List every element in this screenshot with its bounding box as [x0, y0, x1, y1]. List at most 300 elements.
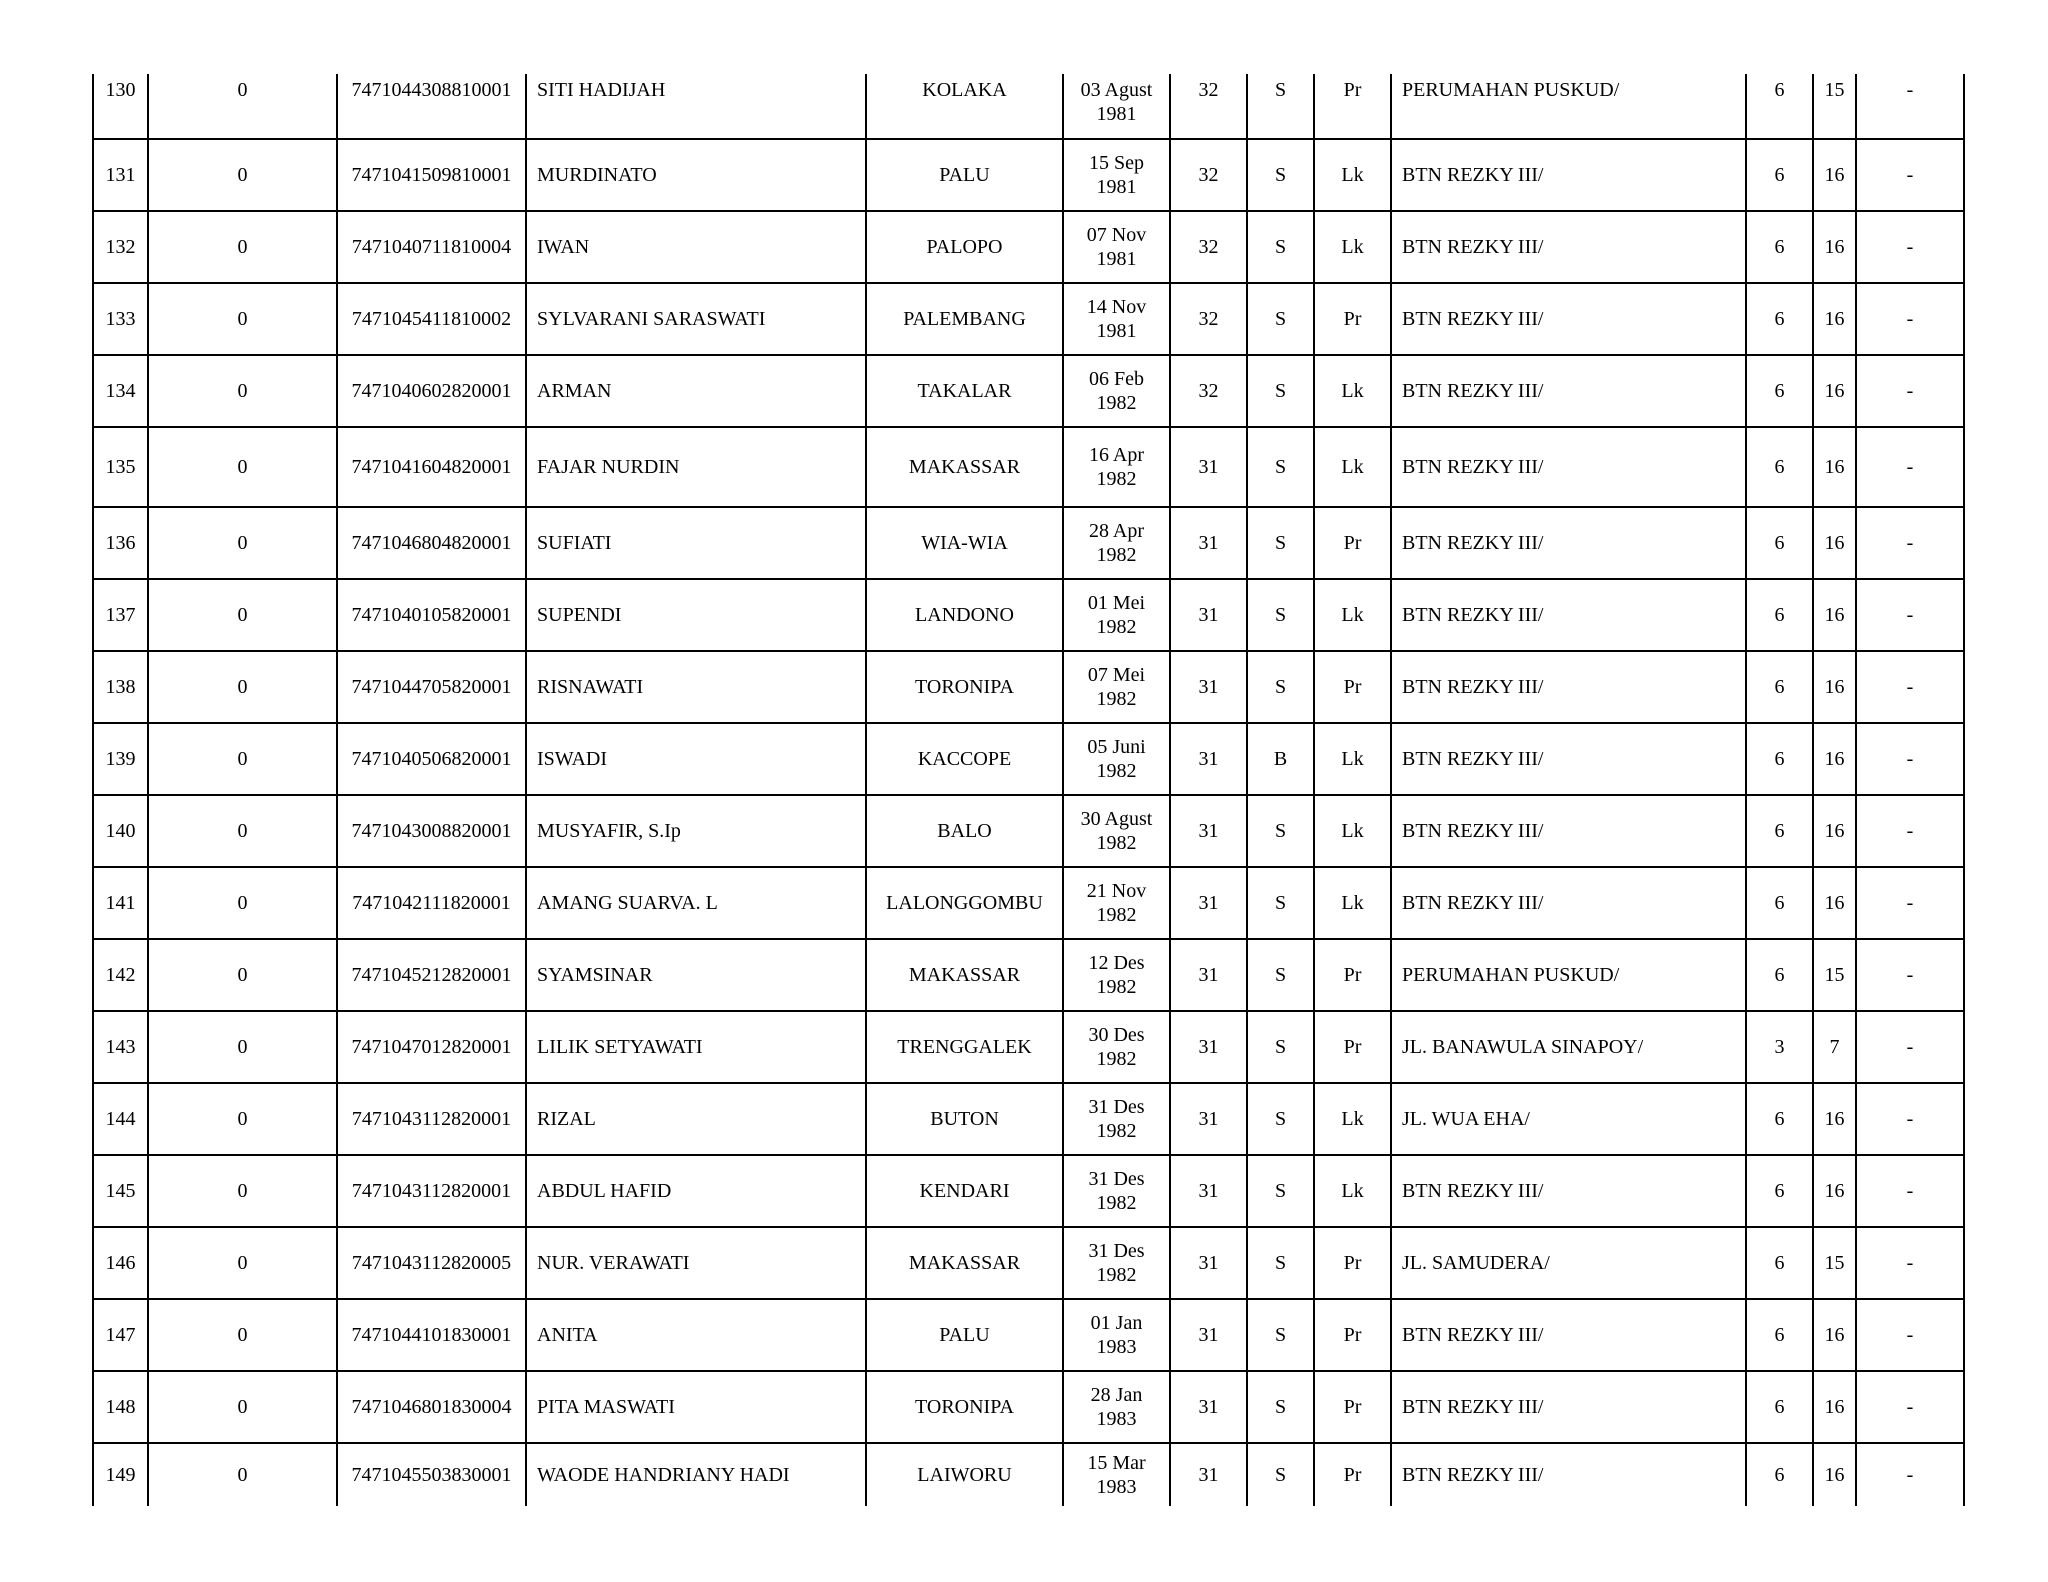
- cell-row-number: 148: [93, 1371, 148, 1443]
- cell-rw: 16: [1813, 723, 1856, 795]
- cell-name: FAJAR NURDIN: [526, 427, 866, 507]
- cell-row-number: 131: [93, 139, 148, 211]
- cell-row-number: 141: [93, 867, 148, 939]
- cell-nik: 7471043112820005: [337, 1227, 526, 1299]
- cell-name: AMANG SUARVA. L: [526, 867, 866, 939]
- cell-age: 31: [1170, 1443, 1247, 1506]
- cell-nik: 7471040105820001: [337, 579, 526, 651]
- cell-rt: 6: [1746, 867, 1813, 939]
- cell-rt: 6: [1746, 74, 1813, 139]
- cell-rt: 6: [1746, 939, 1813, 1011]
- cell-nik: 7471040506820001: [337, 723, 526, 795]
- cell-address: PERUMAHAN PUSKUD/: [1391, 74, 1746, 139]
- cell-age: 31: [1170, 723, 1247, 795]
- cell-code: 0: [148, 427, 337, 507]
- cell-rw: 16: [1813, 427, 1856, 507]
- cell-rw: 16: [1813, 355, 1856, 427]
- cell-nik: 7471044308810001: [337, 74, 526, 139]
- cell-rw: 16: [1813, 1371, 1856, 1443]
- cell-code: 0: [148, 651, 337, 723]
- table-row: [93, 1083, 1964, 1155]
- cell-age: 32: [1170, 211, 1247, 283]
- cell-birth-date: [1063, 427, 1170, 507]
- cell-birthplace: BUTON: [866, 1083, 1063, 1155]
- cell-nik: 7471044101830001: [337, 1299, 526, 1371]
- cell-row-number: 149: [93, 1443, 148, 1506]
- cell-sex: Pr: [1314, 651, 1391, 723]
- cell-rw: 15: [1813, 1227, 1856, 1299]
- cell-rw: 16: [1813, 283, 1856, 355]
- cell-code: 0: [148, 1371, 337, 1443]
- cell-row-number: 146: [93, 1227, 148, 1299]
- birth-day-month: 30 Agust: [1080, 808, 1153, 830]
- cell-note: -: [1856, 1155, 1964, 1227]
- cell-nik: 7471046801830004: [337, 1371, 526, 1443]
- birth-year: 1981: [1096, 176, 1137, 198]
- cell-address: BTN REZKY III/: [1391, 579, 1746, 651]
- birth-year: 1982: [1096, 688, 1137, 710]
- cell-nik: 7471046804820001: [337, 507, 526, 579]
- birth-day-month: 21 Nov: [1086, 880, 1147, 902]
- cell-sex: Lk: [1314, 1083, 1391, 1155]
- cell-marital-status: S: [1247, 1227, 1314, 1299]
- cell-address: JL. WUA EHA/: [1391, 1083, 1746, 1155]
- cell-marital-status: S: [1247, 139, 1314, 211]
- cell-nik: 7471044705820001: [337, 651, 526, 723]
- cell-nik: 7471040711810004: [337, 211, 526, 283]
- cell-address: JL. BANAWULA SINAPOY/: [1391, 1011, 1746, 1083]
- cell-name: SUFIATI: [526, 507, 866, 579]
- birth-year: 1981: [1096, 320, 1137, 342]
- cell-age: 31: [1170, 939, 1247, 1011]
- birth-day-month: 05 Juni: [1087, 736, 1146, 758]
- cell-birthplace: KENDARI: [866, 1155, 1063, 1227]
- cell-birth-date: [1063, 579, 1170, 651]
- cell-address: BTN REZKY III/: [1391, 283, 1746, 355]
- cell-address: BTN REZKY III/: [1391, 211, 1746, 283]
- cell-name: LILIK SETYAWATI: [526, 1011, 866, 1083]
- cell-note: -: [1856, 939, 1964, 1011]
- cell-row-number: 144: [93, 1083, 148, 1155]
- cell-age: 32: [1170, 283, 1247, 355]
- cell-note: -: [1856, 795, 1964, 867]
- cell-code: 0: [148, 579, 337, 651]
- cell-address: BTN REZKY III/: [1391, 1299, 1746, 1371]
- cell-row-number: 140: [93, 795, 148, 867]
- table-row: [93, 723, 1964, 795]
- cell-nik: 7471045411810002: [337, 283, 526, 355]
- cell-rw: 16: [1813, 579, 1856, 651]
- birth-year: 1982: [1096, 392, 1137, 414]
- cell-code: 0: [148, 795, 337, 867]
- cell-marital-status: S: [1247, 867, 1314, 939]
- cell-age: 31: [1170, 1299, 1247, 1371]
- cell-nik: 7471041509810001: [337, 139, 526, 211]
- birth-day-month: 31 Des: [1088, 1168, 1145, 1190]
- cell-code: 0: [148, 1083, 337, 1155]
- cell-birth-date: [1063, 939, 1170, 1011]
- cell-rt: 6: [1746, 579, 1813, 651]
- cell-rt: 6: [1746, 1299, 1813, 1371]
- cell-code: 0: [148, 139, 337, 211]
- cell-marital-status: S: [1247, 795, 1314, 867]
- cell-birth-date: [1063, 1011, 1170, 1083]
- cell-nik: 7471040602820001: [337, 355, 526, 427]
- table-row: [93, 1299, 1964, 1371]
- cell-rw: 16: [1813, 795, 1856, 867]
- birth-day-month: 14 Nov: [1086, 296, 1147, 318]
- cell-note: -: [1856, 579, 1964, 651]
- cell-rw: 15: [1813, 74, 1856, 139]
- cell-code: 0: [148, 1011, 337, 1083]
- cell-sex: Pr: [1314, 1299, 1391, 1371]
- cell-birth-date: [1063, 1227, 1170, 1299]
- cell-birthplace: MAKASSAR: [866, 1227, 1063, 1299]
- cell-rt: 6: [1746, 427, 1813, 507]
- cell-birthplace: MAKASSAR: [866, 939, 1063, 1011]
- birth-year: 1982: [1096, 544, 1137, 566]
- cell-row-number: 137: [93, 579, 148, 651]
- cell-birthplace: LAIWORU: [866, 1443, 1063, 1506]
- cell-sex: Lk: [1314, 723, 1391, 795]
- cell-row-number: 134: [93, 355, 148, 427]
- cell-nik: 7471043112820001: [337, 1155, 526, 1227]
- cell-sex: Pr: [1314, 1011, 1391, 1083]
- cell-sex: Pr: [1314, 507, 1391, 579]
- cell-row-number: 147: [93, 1299, 148, 1371]
- table-row: [93, 939, 1964, 1011]
- cell-sex: Pr: [1314, 74, 1391, 139]
- cell-sex: Pr: [1314, 939, 1391, 1011]
- cell-birth-date: [1063, 74, 1170, 139]
- cell-address: PERUMAHAN PUSKUD/: [1391, 939, 1746, 1011]
- birth-day-month: 16 Apr: [1089, 444, 1144, 466]
- cell-birth-date: [1063, 1083, 1170, 1155]
- cell-birthplace: PALU: [866, 139, 1063, 211]
- cell-name: NUR. VERAWATI: [526, 1227, 866, 1299]
- cell-code: 0: [148, 507, 337, 579]
- cell-address: BTN REZKY III/: [1391, 651, 1746, 723]
- cell-rt: 6: [1746, 651, 1813, 723]
- birth-year: 1982: [1096, 1192, 1137, 1214]
- cell-rt: 3: [1746, 1011, 1813, 1083]
- cell-row-number: 139: [93, 723, 148, 795]
- table-row: [93, 283, 1964, 355]
- birth-year: 1981: [1096, 248, 1137, 270]
- cell-birthplace: LALONGGOMBU: [866, 867, 1063, 939]
- birth-year: 1983: [1096, 1476, 1137, 1498]
- cell-address: BTN REZKY III/: [1391, 1443, 1746, 1506]
- cell-name: SYLVARANI SARASWATI: [526, 283, 866, 355]
- cell-nik: 7471041604820001: [337, 427, 526, 507]
- cell-sex: Lk: [1314, 427, 1391, 507]
- cell-address: BTN REZKY III/: [1391, 139, 1746, 211]
- cell-marital-status: S: [1247, 1083, 1314, 1155]
- cell-rw: 16: [1813, 1155, 1856, 1227]
- cell-marital-status: S: [1247, 1155, 1314, 1227]
- cell-name: MUSYAFIR, S.Ip: [526, 795, 866, 867]
- cell-rt: 6: [1746, 723, 1813, 795]
- cell-rt: 6: [1746, 1155, 1813, 1227]
- cell-birth-date: [1063, 651, 1170, 723]
- cell-note: -: [1856, 507, 1964, 579]
- cell-birthplace: PALEMBANG: [866, 283, 1063, 355]
- cell-rw: 16: [1813, 507, 1856, 579]
- cell-nik: 7471043112820001: [337, 1083, 526, 1155]
- birth-year: 1982: [1096, 616, 1137, 638]
- birth-day-month: 01 Jan: [1090, 1312, 1143, 1334]
- cell-sex: Pr: [1314, 1371, 1391, 1443]
- birth-year: 1983: [1096, 1336, 1137, 1358]
- cell-rt: 6: [1746, 1443, 1813, 1506]
- cell-marital-status: S: [1247, 74, 1314, 139]
- cell-note: -: [1856, 867, 1964, 939]
- cell-rt: 6: [1746, 507, 1813, 579]
- cell-birthplace: TAKALAR: [866, 355, 1063, 427]
- cell-name: IWAN: [526, 211, 866, 283]
- cell-address: BTN REZKY III/: [1391, 867, 1746, 939]
- cell-birth-date: [1063, 867, 1170, 939]
- birth-year: 1982: [1096, 904, 1137, 926]
- cell-address: BTN REZKY III/: [1391, 723, 1746, 795]
- table-row: [93, 795, 1964, 867]
- cell-age: 31: [1170, 651, 1247, 723]
- cell-row-number: 143: [93, 1011, 148, 1083]
- cell-address: BTN REZKY III/: [1391, 507, 1746, 579]
- birth-day-month: 28 Jan: [1090, 1384, 1143, 1406]
- cell-rw: 7: [1813, 1011, 1856, 1083]
- cell-birthplace: PALU: [866, 1299, 1063, 1371]
- cell-birth-date: [1063, 139, 1170, 211]
- birth-day-month: 07 Mei: [1087, 664, 1146, 686]
- cell-address: BTN REZKY III/: [1391, 795, 1746, 867]
- cell-note: -: [1856, 74, 1964, 139]
- cell-code: 0: [148, 1227, 337, 1299]
- birth-day-month: 30 Des: [1088, 1024, 1145, 1046]
- cell-birth-date: [1063, 355, 1170, 427]
- cell-nik: 7471047012820001: [337, 1011, 526, 1083]
- cell-sex: Lk: [1314, 355, 1391, 427]
- cell-sex: Lk: [1314, 867, 1391, 939]
- birth-year: 1982: [1096, 468, 1137, 490]
- table-row: [93, 867, 1964, 939]
- cell-nik: 7471045212820001: [337, 939, 526, 1011]
- cell-age: 31: [1170, 1011, 1247, 1083]
- cell-note: -: [1856, 283, 1964, 355]
- cell-code: 0: [148, 939, 337, 1011]
- cell-birth-date: [1063, 723, 1170, 795]
- cell-note: -: [1856, 427, 1964, 507]
- table-row: [93, 1011, 1964, 1083]
- cell-code: 0: [148, 867, 337, 939]
- cell-rt: 6: [1746, 795, 1813, 867]
- cell-rw: 16: [1813, 1443, 1856, 1506]
- table-row: [93, 427, 1964, 507]
- cell-rt: 6: [1746, 283, 1813, 355]
- cell-birthplace: TORONIPA: [866, 1371, 1063, 1443]
- cell-rt: 6: [1746, 139, 1813, 211]
- birth-year: 1982: [1096, 1264, 1137, 1286]
- cell-marital-status: S: [1247, 211, 1314, 283]
- cell-address: BTN REZKY III/: [1391, 427, 1746, 507]
- cell-row-number: 132: [93, 211, 148, 283]
- table-row: [93, 651, 1964, 723]
- cell-sex: Lk: [1314, 139, 1391, 211]
- cell-note: -: [1856, 139, 1964, 211]
- cell-nik: 7471042111820001: [337, 867, 526, 939]
- cell-birthplace: TORONIPA: [866, 651, 1063, 723]
- cell-marital-status: B: [1247, 723, 1314, 795]
- cell-birth-date: [1063, 1371, 1170, 1443]
- cell-rw: 16: [1813, 1299, 1856, 1371]
- cell-address: BTN REZKY III/: [1391, 1155, 1746, 1227]
- birth-year: 1982: [1096, 976, 1137, 998]
- cell-code: 0: [148, 355, 337, 427]
- cell-birth-date: [1063, 1443, 1170, 1506]
- cell-marital-status: S: [1247, 1299, 1314, 1371]
- cell-age: 31: [1170, 795, 1247, 867]
- cell-note: -: [1856, 1371, 1964, 1443]
- cell-age: 31: [1170, 1371, 1247, 1443]
- cell-note: -: [1856, 211, 1964, 283]
- cell-note: -: [1856, 651, 1964, 723]
- birth-day-month: 07 Nov: [1086, 224, 1147, 246]
- cell-marital-status: S: [1247, 939, 1314, 1011]
- cell-row-number: 135: [93, 427, 148, 507]
- birth-year: 1982: [1096, 832, 1137, 854]
- birth-year: 1982: [1096, 1120, 1137, 1142]
- birth-day-month: 06 Feb: [1089, 368, 1144, 390]
- cell-rt: 6: [1746, 1083, 1813, 1155]
- cell-marital-status: S: [1247, 1011, 1314, 1083]
- cell-rw: 15: [1813, 939, 1856, 1011]
- table-row: [93, 507, 1964, 579]
- cell-name: PITA MASWATI: [526, 1371, 866, 1443]
- cell-age: 32: [1170, 74, 1247, 139]
- cell-note: -: [1856, 723, 1964, 795]
- cell-name: SITI HADIJAH: [526, 74, 866, 139]
- cell-rw: 16: [1813, 651, 1856, 723]
- cell-name: ARMAN: [526, 355, 866, 427]
- cell-marital-status: S: [1247, 1371, 1314, 1443]
- table-row: [93, 1155, 1964, 1227]
- cell-sex: Lk: [1314, 1155, 1391, 1227]
- cell-age: 31: [1170, 867, 1247, 939]
- cell-birthplace: MAKASSAR: [866, 427, 1063, 507]
- cell-age: 31: [1170, 1083, 1247, 1155]
- cell-name: ABDUL HAFID: [526, 1155, 866, 1227]
- cell-code: 0: [148, 1299, 337, 1371]
- birth-year: 1981: [1096, 103, 1137, 125]
- cell-name: MURDINATO: [526, 139, 866, 211]
- cell-birthplace: LANDONO: [866, 579, 1063, 651]
- cell-marital-status: S: [1247, 1443, 1314, 1506]
- cell-rt: 6: [1746, 1227, 1813, 1299]
- cell-note: -: [1856, 1083, 1964, 1155]
- cell-code: 0: [148, 74, 337, 139]
- cell-birth-date: [1063, 1155, 1170, 1227]
- cell-name: RISNAWATI: [526, 651, 866, 723]
- birth-year: 1982: [1096, 1048, 1137, 1070]
- cell-marital-status: S: [1247, 355, 1314, 427]
- cell-name: RIZAL: [526, 1083, 866, 1155]
- cell-birthplace: PALOPO: [866, 211, 1063, 283]
- cell-address: BTN REZKY III/: [1391, 1371, 1746, 1443]
- table-row: [93, 355, 1964, 427]
- cell-code: 0: [148, 723, 337, 795]
- birth-year: 1982: [1096, 760, 1137, 782]
- table-row: [93, 211, 1964, 283]
- table-row: [93, 74, 1964, 139]
- cell-row-number: 138: [93, 651, 148, 723]
- cell-note: -: [1856, 1227, 1964, 1299]
- birth-year: 1983: [1096, 1408, 1137, 1430]
- birth-day-month: 03 Agust: [1080, 79, 1153, 101]
- birth-day-month: 01 Mei: [1087, 592, 1146, 614]
- cell-birth-date: [1063, 211, 1170, 283]
- cell-age: 31: [1170, 427, 1247, 507]
- cell-sex: Pr: [1314, 283, 1391, 355]
- cell-note: -: [1856, 1011, 1964, 1083]
- cell-sex: Lk: [1314, 211, 1391, 283]
- cell-name: ANITA: [526, 1299, 866, 1371]
- cell-rw: 16: [1813, 867, 1856, 939]
- cell-name: WAODE HANDRIANY HADI: [526, 1443, 866, 1506]
- cell-rt: 6: [1746, 211, 1813, 283]
- cell-note: -: [1856, 1443, 1964, 1506]
- birth-day-month: 31 Des: [1088, 1096, 1145, 1118]
- cell-row-number: 130: [93, 74, 148, 139]
- cell-age: 31: [1170, 579, 1247, 651]
- birth-day-month: 15 Mar: [1087, 1452, 1146, 1474]
- cell-age: 32: [1170, 139, 1247, 211]
- cell-age: 31: [1170, 1227, 1247, 1299]
- cell-birthplace: KACCOPE: [866, 723, 1063, 795]
- cell-marital-status: S: [1247, 579, 1314, 651]
- birth-day-month: 15 Sep: [1089, 152, 1144, 174]
- cell-row-number: 142: [93, 939, 148, 1011]
- cell-rw: 16: [1813, 1083, 1856, 1155]
- cell-rt: 6: [1746, 355, 1813, 427]
- cell-row-number: 133: [93, 283, 148, 355]
- birth-day-month: 31 Des: [1088, 1240, 1145, 1262]
- cell-row-number: 145: [93, 1155, 148, 1227]
- table-row: [93, 579, 1964, 651]
- cell-name: SUPENDI: [526, 579, 866, 651]
- cell-row-number: 136: [93, 507, 148, 579]
- cell-birth-date: [1063, 795, 1170, 867]
- cell-sex: Lk: [1314, 579, 1391, 651]
- cell-address: JL. SAMUDERA/: [1391, 1227, 1746, 1299]
- cell-name: ISWADI: [526, 723, 866, 795]
- cell-birthplace: TRENGGALEK: [866, 1011, 1063, 1083]
- cell-address: BTN REZKY III/: [1391, 355, 1746, 427]
- cell-age: 31: [1170, 1155, 1247, 1227]
- cell-nik: 7471043008820001: [337, 795, 526, 867]
- cell-code: 0: [148, 1443, 337, 1506]
- cell-code: 0: [148, 283, 337, 355]
- cell-rw: 16: [1813, 211, 1856, 283]
- cell-birth-date: [1063, 283, 1170, 355]
- cell-note: -: [1856, 1299, 1964, 1371]
- population-register-table: [92, 74, 1965, 1506]
- cell-birth-date: [1063, 1299, 1170, 1371]
- cell-birth-date: [1063, 507, 1170, 579]
- cell-marital-status: S: [1247, 283, 1314, 355]
- cell-sex: Pr: [1314, 1443, 1391, 1506]
- cell-birthplace: WIA-WIA: [866, 507, 1063, 579]
- cell-rt: 6: [1746, 1371, 1813, 1443]
